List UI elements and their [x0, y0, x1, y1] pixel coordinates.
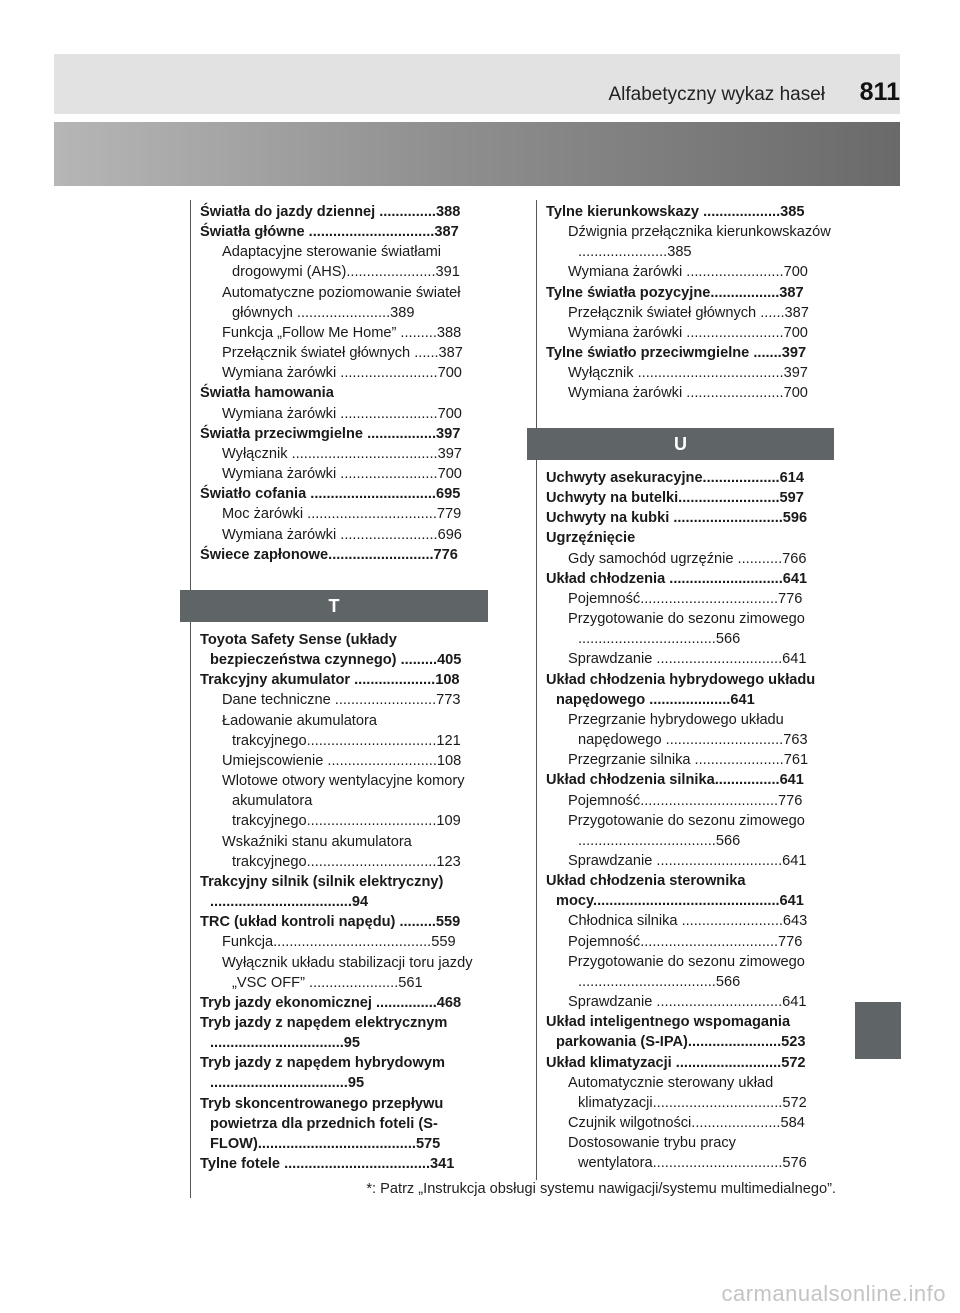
index-subentry: Dźwignia przełącznika kierunkowskazów ......................385 [568, 224, 831, 261]
index-subentry: Wymiana żarówki ........................700 [222, 365, 462, 382]
watermark: carmanualsonline.info [721, 1281, 946, 1306]
index-subentry: Przygotowanie do sezonu zimowego ..................................566 [568, 611, 805, 648]
index-entry: Tryb jazdy ekonomicznej ...............468 [200, 994, 462, 1011]
index-entry: Toyota Safety Sense (układy bezpieczeństwa czynnego) .........405 [200, 632, 462, 669]
index-subentry: Ładowanie akumulatora trakcyjnego................................121 [222, 712, 461, 749]
index-subentry: Przegrzanie hybrydowego układu napędowego .............................763 [568, 711, 808, 749]
index-entry: Układ chłodzenia silnika................641 [546, 772, 804, 789]
index-subentry: Funkcja „Follow Me Home” .........388 [222, 324, 462, 341]
index-subentry: Sprawdzanie ...............................641 [568, 994, 807, 1011]
index-subentry: Pojemność..................................776 [568, 792, 803, 809]
index-subentry: Wymiana żarówki ........................700 [568, 385, 808, 402]
index-entry: Układ chłodzenia ............................641 [546, 570, 808, 587]
index-subentry: Wyłącznik ....................................397 [568, 365, 808, 382]
index-subentry: Moc żarówki ................................779 [222, 506, 462, 523]
index-entry: Tryb jazdy z napędem elektrycznym .................................95 [200, 1014, 448, 1052]
index-subentry: Umiejscowienie ...........................108 [222, 752, 462, 769]
column-rule-right [536, 200, 537, 1180]
index-entry: Uchwyty na kubki ...........................596 [546, 510, 808, 527]
index-column-right [546, 202, 832, 404]
index-entry: Światła główne ...............................387 [200, 224, 459, 241]
section-header-u: U [527, 428, 834, 460]
index-group-s [200, 202, 486, 565]
index-entry: Ugrzęźnięcie [546, 530, 636, 547]
index-entry: Układ inteligentnego wspomagania parkowania (S-IPA).......................523 [546, 1014, 806, 1051]
index-entry: Tylne światła pozycyjne.................387 [546, 284, 804, 301]
index-subentry: Automatyczne poziomowanie świateł głównych .......................389 [222, 284, 461, 321]
index-entry: Uchwyty na butelki.........................597 [546, 490, 804, 507]
index-entry: Trakcyjny silnik (silnik elektryczny) ...................................94 [200, 873, 444, 911]
side-tab-marker [855, 1002, 901, 1059]
index-entry: Tylne światło przeciwmgielne .......397 [546, 345, 807, 362]
index-subentry: Wskaźniki stanu akumulatora trakcyjnego................................123 [222, 833, 461, 870]
index-subentry: Wymiana żarówki ........................700 [222, 405, 462, 422]
index-column-left [200, 202, 486, 565]
index-entry: Światła przeciwmgielne .................397 [200, 425, 461, 442]
index-group-u [546, 468, 832, 1173]
index-entry: TRC (układ kontroli napędu) .........559 [200, 914, 461, 931]
index-group-t-right [546, 202, 832, 404]
index-subentry: Sprawdzanie ...............................641 [568, 852, 807, 869]
index-subentry: Adaptacyjne sterowanie światłami drogowymi (AHS)......................391 [222, 244, 460, 281]
index-group-t [200, 630, 486, 1174]
index-subentry: Dostosowanie trybu pracy wentylatora................................576 [568, 1135, 807, 1172]
index-subentry: Wymiana żarówki ........................700 [222, 466, 462, 483]
index-subentry: Przełącznik świateł głównych ......387 [222, 345, 463, 362]
index-subentry: Dane techniczne .........................773 [222, 692, 461, 709]
index-entry: Tryb jazdy z napędem hybrydowym ..................................95 [200, 1055, 445, 1092]
index-subentry: Wymiana żarówki ........................696 [222, 526, 462, 543]
index-subentry: Automatycznie sterowany układ klimatyzacji................................572 [568, 1074, 807, 1111]
index-subentry: Wymiana żarówki ........................700 [568, 264, 808, 281]
index-subentry: Wymiana żarówki ........................700 [568, 324, 808, 341]
index-entry: Układ klimatyzacji ..........................572 [546, 1054, 806, 1071]
index-subentry: Przegrzanie silnika ......................761 [568, 752, 809, 769]
index-entry: Tylne kierunkowskazy ...................385 [546, 204, 805, 220]
index-entry: Światła do jazdy dziennej ..............388 [200, 204, 461, 220]
index-subentry: Przygotowanie do sezonu zimowego ..................................566 [568, 953, 805, 990]
index-entry: Tryb skoncentrowanego przepływu powietrza dla przednich foteli (S-FLOW).......................................575 [200, 1095, 444, 1152]
index-column-left-t [200, 630, 486, 1174]
index-entry: Tylne fotele ....................................341 [200, 1156, 455, 1173]
index-subentry: Czujnik wilgotności......................584 [568, 1115, 805, 1131]
index-entry: Trakcyjny akumulator ....................108 [200, 672, 460, 689]
index-entry: Uchwyty asekuracyjne...................614 [546, 470, 804, 486]
page-number: 811 [859, 78, 900, 106]
index-entry: Światło cofania ...............................695 [200, 486, 461, 503]
index-subentry: Sprawdzanie ...............................641 [568, 651, 807, 668]
index-subentry: Gdy samochód ugrzęźnie ...........766 [568, 550, 807, 567]
index-subentry: Przełącznik świateł głównych ......387 [568, 304, 809, 321]
header-gradient-bar [54, 122, 900, 186]
index-subentry: Wlotowe otwory wentylacyjne komory akumulatora trakcyjnego................................109 [222, 773, 465, 830]
index-column-right-u [546, 468, 832, 1173]
index-subentry: Pojemność..................................776 [568, 590, 803, 607]
index-subentry: Przygotowanie do sezonu zimowego ..................................566 [568, 812, 805, 849]
index-subentry: Chłodnica silnika .........................643 [568, 913, 808, 930]
page-title: Alfabetyczny wykaz haseł [608, 84, 825, 105]
column-rule-left [190, 200, 191, 1198]
index-subentry: Wyłącznik ....................................397 [222, 445, 462, 462]
section-header-t: T [180, 590, 488, 622]
index-subentry: Pojemność..................................776 [568, 933, 803, 950]
footnote: *: Patrz „Instrukcja obsługi systemu nawigacji/systemu multimedialnego”. [366, 1181, 836, 1197]
index-entry: Układ chłodzenia sterownika mocy..............................................641 [546, 873, 804, 910]
index-entry: Świece zapłonowe..........................776 [200, 546, 458, 563]
index-entry: Układ chłodzenia hybrydowego układu napędowego ....................641 [546, 671, 816, 708]
index-subentry: Funkcja.......................................559 [222, 934, 456, 951]
index-entry: Światła hamowania [200, 385, 334, 402]
index-subentry: Wyłącznik układu stabilizacji toru jazdy „VSC OFF” ......................561 [222, 954, 473, 991]
